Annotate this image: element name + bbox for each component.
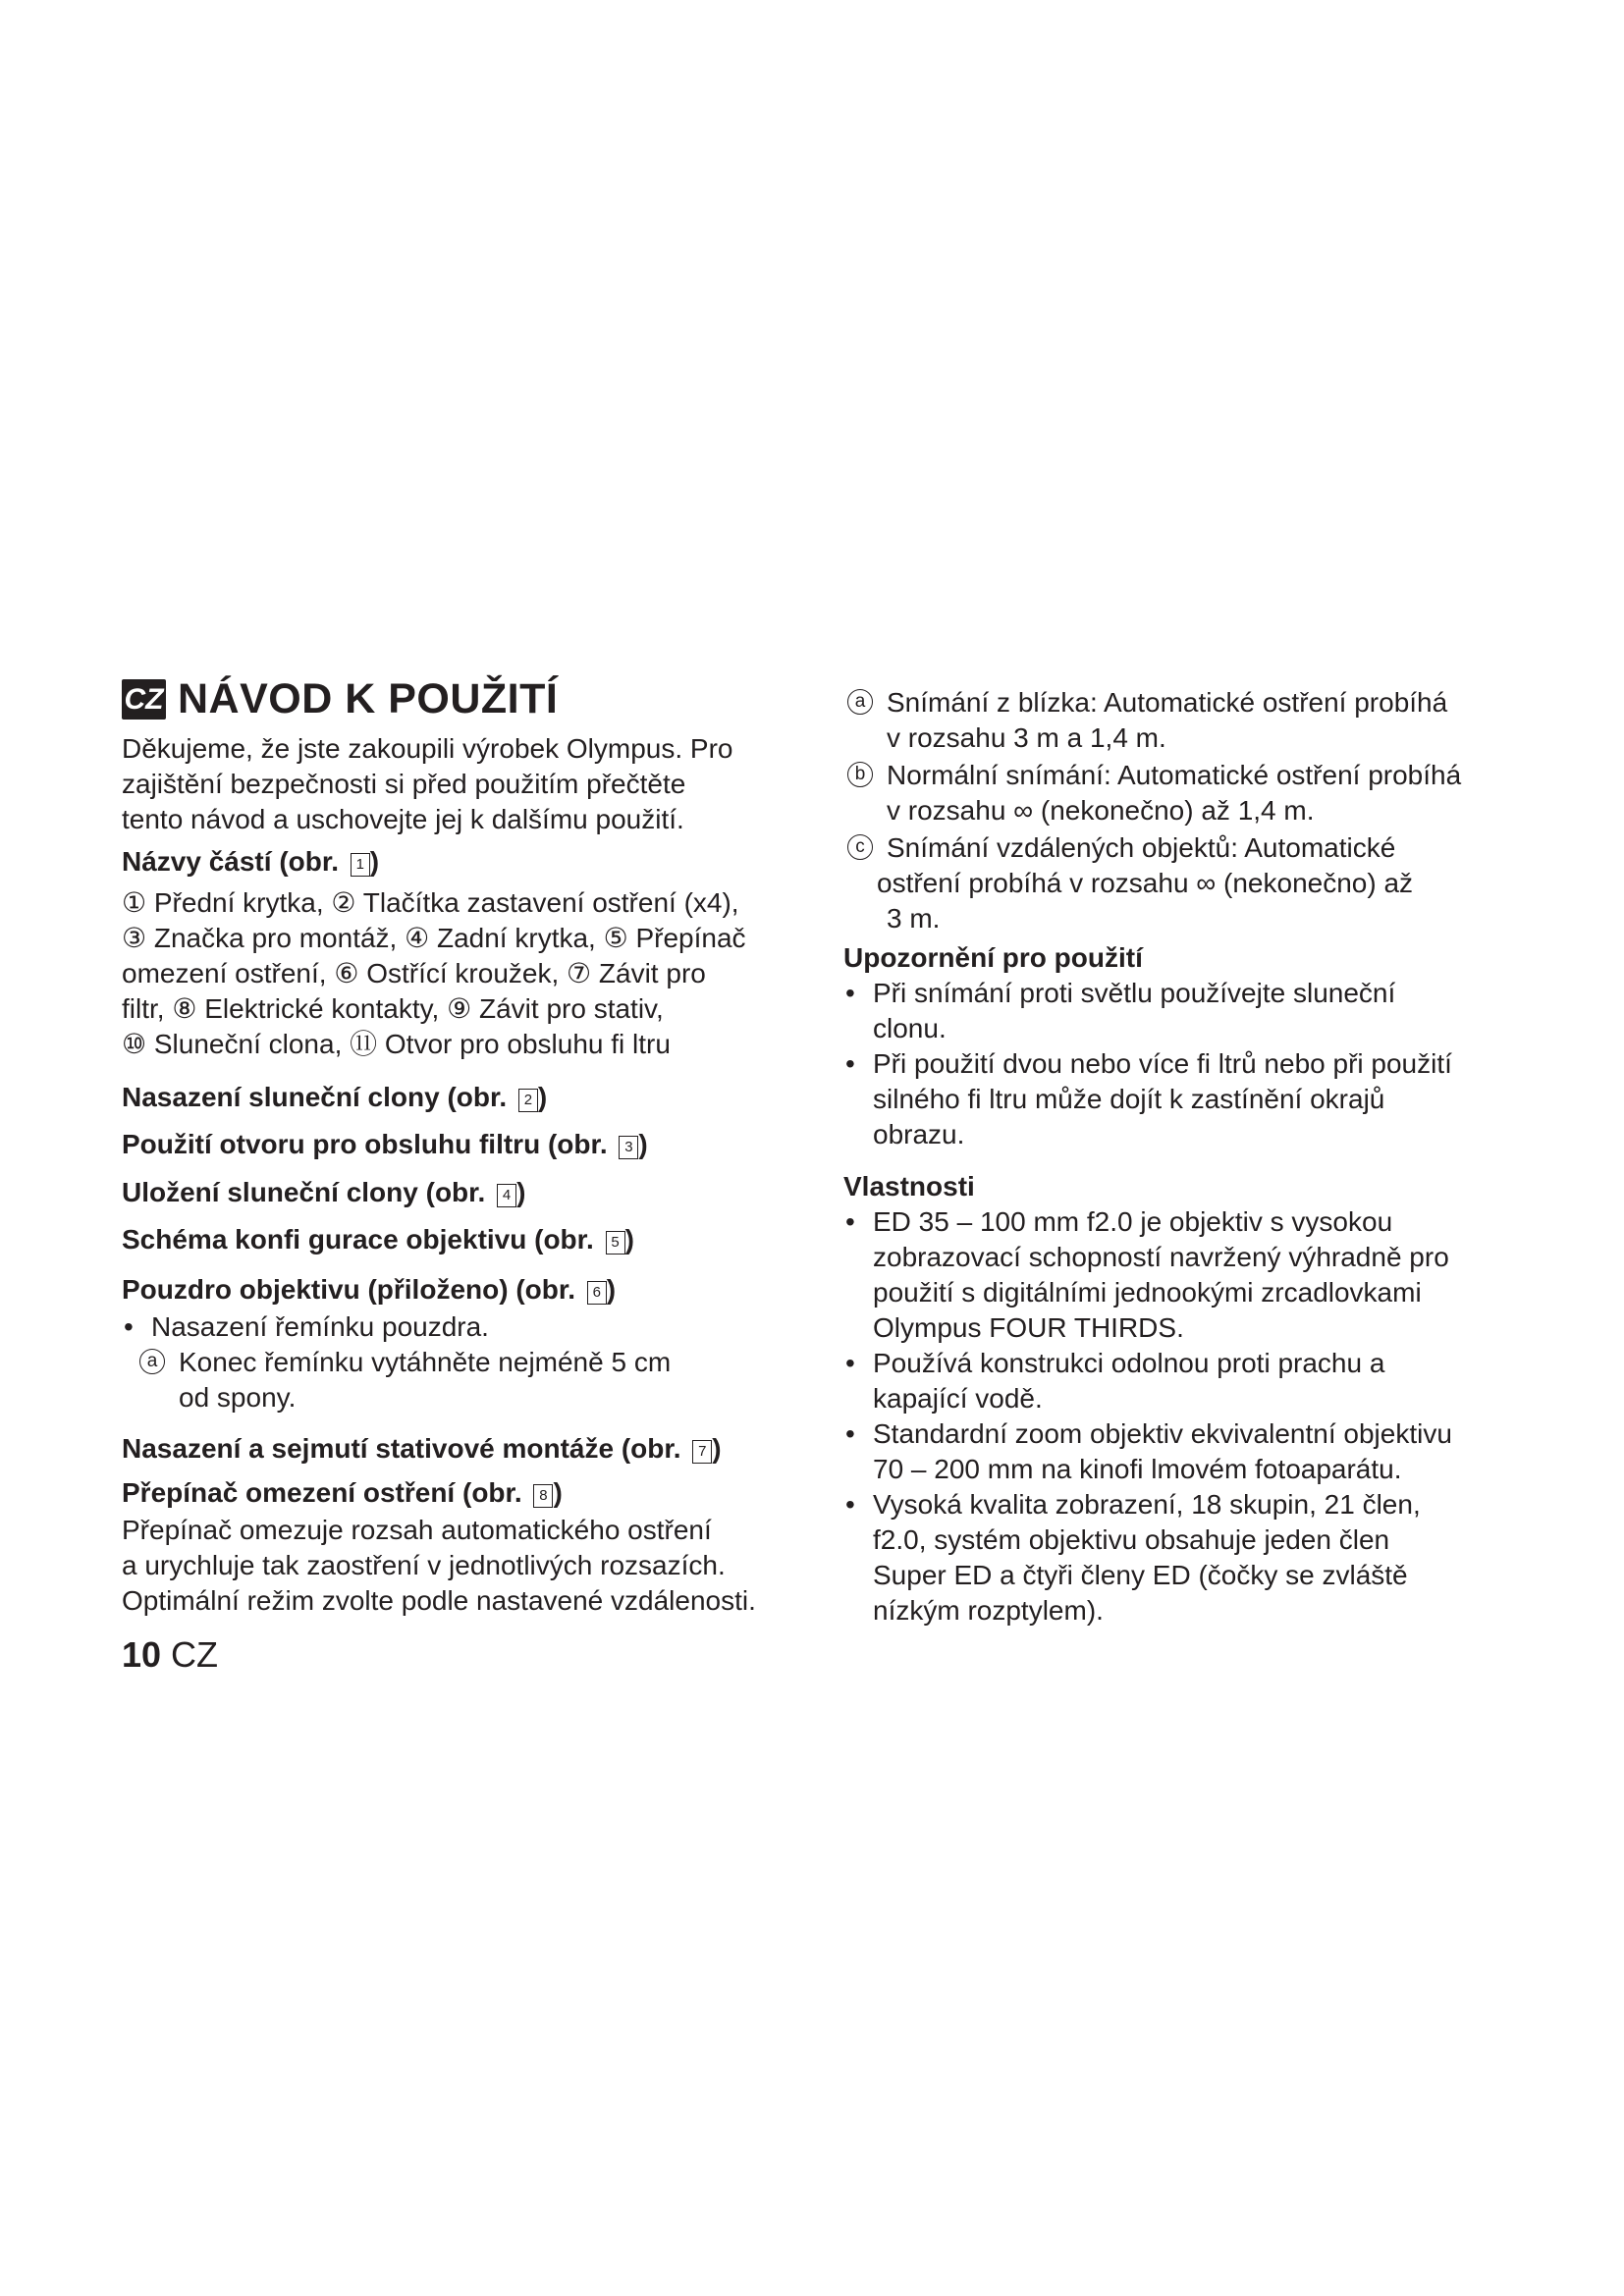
text-line: od spony.	[179, 1382, 297, 1413]
text-line: f2.0, systém objektivu obsahuje jeden člen	[873, 1524, 1390, 1555]
text-line: Děkujeme, že jste zakoupili výrobek Olympus. Pro	[122, 733, 733, 764]
heading-text: Schéma konfi gurace objektivu (obr.	[122, 1224, 594, 1255]
section-heading: Přepínač omezení ostření (obr. 8 )	[122, 1477, 563, 1508]
text-line: ⑩ Sluneční clona, ⑪ Otvor pro obsluhu fi ltru	[122, 1029, 671, 1059]
text-line: Snímání vzdálených objektů: Automatické	[887, 832, 1396, 863]
text-line: kapající vodě.	[873, 1383, 1043, 1414]
text-line: v rozsahu 3 m a 1,4 m.	[887, 722, 1166, 753]
list-item	[843, 1487, 1531, 1629]
text-line: silného fi ltru může dojít k zastínění okrajů	[873, 1084, 1385, 1114]
text-line: ③ Značka pro montáž, ④ Zadní krytka, ⑤ Přepínač	[122, 923, 746, 953]
text-line: zobrazovací schopností navržený výhradně pro	[873, 1242, 1449, 1272]
lettered-item	[135, 1345, 809, 1415]
text-line: Přepínač omezuje rozsah automatického ostření	[122, 1515, 712, 1545]
circled-letter: c	[847, 834, 873, 860]
focus-modes	[843, 685, 1531, 936]
list-item	[843, 1346, 1531, 1416]
figure-ref-box: 7	[692, 1440, 712, 1464]
figure-ref-box: 8	[533, 1484, 553, 1508]
text-line: ostření probíhá v rozsahu ∞ (nekonečno) až	[877, 868, 1414, 898]
heading-text: Názvy částí (obr.	[122, 846, 339, 877]
text-line: • ED 35 – 100 mm f2.0 je objektiv s vysokou	[873, 1206, 1393, 1237]
page-header	[122, 675, 558, 723]
page-title: NÁVOD K POUŽITÍ	[178, 675, 559, 722]
page-lang: CZ	[171, 1634, 219, 1675]
lettered-item	[843, 685, 1531, 756]
list-item	[843, 1046, 1531, 1152]
section-heading: Uložení sluneční clony (obr. 4 )	[122, 1177, 526, 1207]
text-line: • Používá konstrukci odolnou proti prachu a	[873, 1348, 1385, 1378]
circled-letter: a	[139, 1349, 165, 1374]
heading-text: Uložení sluneční clony (obr.	[122, 1177, 486, 1207]
text-line: zajištění bezpečnosti si před použitím přečtěte	[122, 769, 686, 799]
text-line: • Standardní zoom objektiv ekvivalentní objektivu	[873, 1418, 1452, 1449]
text-line: Olympus FOUR THIRDS.	[873, 1312, 1184, 1343]
text-line: • Při snímání proti světlu používejte sluneční	[873, 978, 1396, 1008]
section-heading: Nasazení a sejmutí stativové montáže (obr. 7 )	[122, 1433, 722, 1464]
circled-letter: b	[847, 762, 873, 787]
text-line: filtr, ⑧ Elektrické kontakty, ⑨ Závit pro stativ,	[122, 993, 664, 1024]
list-item: • Nasazení řemínku pouzdra.	[122, 1309, 809, 1345]
figure-ref-box: 4	[497, 1184, 516, 1207]
text-line: tento návod a uschovejte jej k dalšímu použití.	[122, 804, 684, 834]
heading-text: Nasazení a sejmutí stativové montáže (obr.	[122, 1433, 681, 1464]
cautions-section	[843, 940, 1531, 1152]
text-line: použití s digitálními jednookými zrcadlovkami	[873, 1277, 1422, 1308]
figure-ref-box: 3	[619, 1136, 638, 1159]
text-line: • Vysoká kvalita zobrazení, 18 skupin, 21 člen,	[873, 1489, 1421, 1520]
case-instructions	[122, 1309, 809, 1415]
text-line: 3 m.	[887, 903, 941, 934]
section-heading: Nasazení sluneční clony (obr. 2 )	[122, 1082, 548, 1112]
parts-section	[122, 844, 809, 1062]
figure-ref-box: 1	[351, 853, 370, 877]
text-line: Super ED a čtyři členy ED (čočky se zvláště	[873, 1560, 1408, 1590]
lettered-item	[843, 758, 1531, 828]
parts-heading: Názvy částí (obr. 1 )	[122, 846, 380, 877]
limiter-paragraph	[122, 1513, 809, 1619]
cautions-heading: Upozornění pro použití	[843, 942, 1143, 973]
intro-paragraph	[122, 731, 809, 837]
features-heading: Vlastnosti	[843, 1171, 975, 1201]
features-section	[843, 1169, 1531, 1629]
text-line: a urychluje tak zaostření v jednotlivých rozsazích.	[122, 1550, 726, 1580]
text-line: v rozsahu ∞ (nekonečno) až 1,4 m.	[887, 795, 1315, 826]
list-item	[843, 1416, 1531, 1487]
heading-text: Přepínač omezení ostření (obr.	[122, 1477, 522, 1508]
page-number-value: 10	[122, 1634, 162, 1675]
list-item	[843, 1204, 1531, 1346]
text-line: • Při použití dvou nebo více fi ltrů nebo při použití	[873, 1048, 1452, 1079]
section-heading: Použití otvoru pro obsluhu filtru (obr. 3 )	[122, 1129, 648, 1159]
text-line: nízkým rozptylem).	[873, 1595, 1104, 1626]
lettered-item	[843, 830, 1531, 936]
heading-text: Použití otvoru pro obsluhu filtru (obr.	[122, 1129, 608, 1159]
circled-letter: a	[847, 689, 873, 715]
section-heading: Schéma konfi gurace objektivu (obr. 5 )	[122, 1224, 634, 1255]
text-line: Normální snímání: Automatické ostření probíhá	[887, 760, 1462, 790]
text-line: 70 – 200 mm na kinofi lmovém fotoaparátu.	[873, 1454, 1402, 1484]
heading-text: Nasazení sluneční clony (obr.	[122, 1082, 508, 1112]
text-line: clonu.	[873, 1013, 947, 1043]
figure-ref-box: 5	[606, 1231, 625, 1255]
text-line: obrazu.	[873, 1119, 965, 1149]
heading-text: Pouzdro objektivu (přiloženo) (obr.	[122, 1274, 575, 1305]
text-line: Snímání z blízka: Automatické ostření probíhá	[887, 687, 1448, 718]
list-item	[843, 976, 1531, 1046]
text-line: ① Přední krytka, ② Tlačítka zastavení ostření (x4),	[122, 887, 739, 918]
text-line: Optimální režim zvolte podle nastavené vzdálenosti.	[122, 1585, 756, 1616]
text-line: Konec řemínku vytáhněte nejméně 5 cm	[179, 1347, 672, 1377]
section-heading: Pouzdro objektivu (přiloženo) (obr. 6 )	[122, 1274, 617, 1305]
figure-ref-box: 2	[518, 1089, 538, 1112]
text-line: omezení ostření, ⑥ Ostřící kroužek, ⑦ Závit pro	[122, 958, 706, 988]
figure-ref-box: 6	[587, 1281, 607, 1305]
language-badge: CZ	[122, 679, 166, 720]
page-number	[122, 1634, 218, 1676]
